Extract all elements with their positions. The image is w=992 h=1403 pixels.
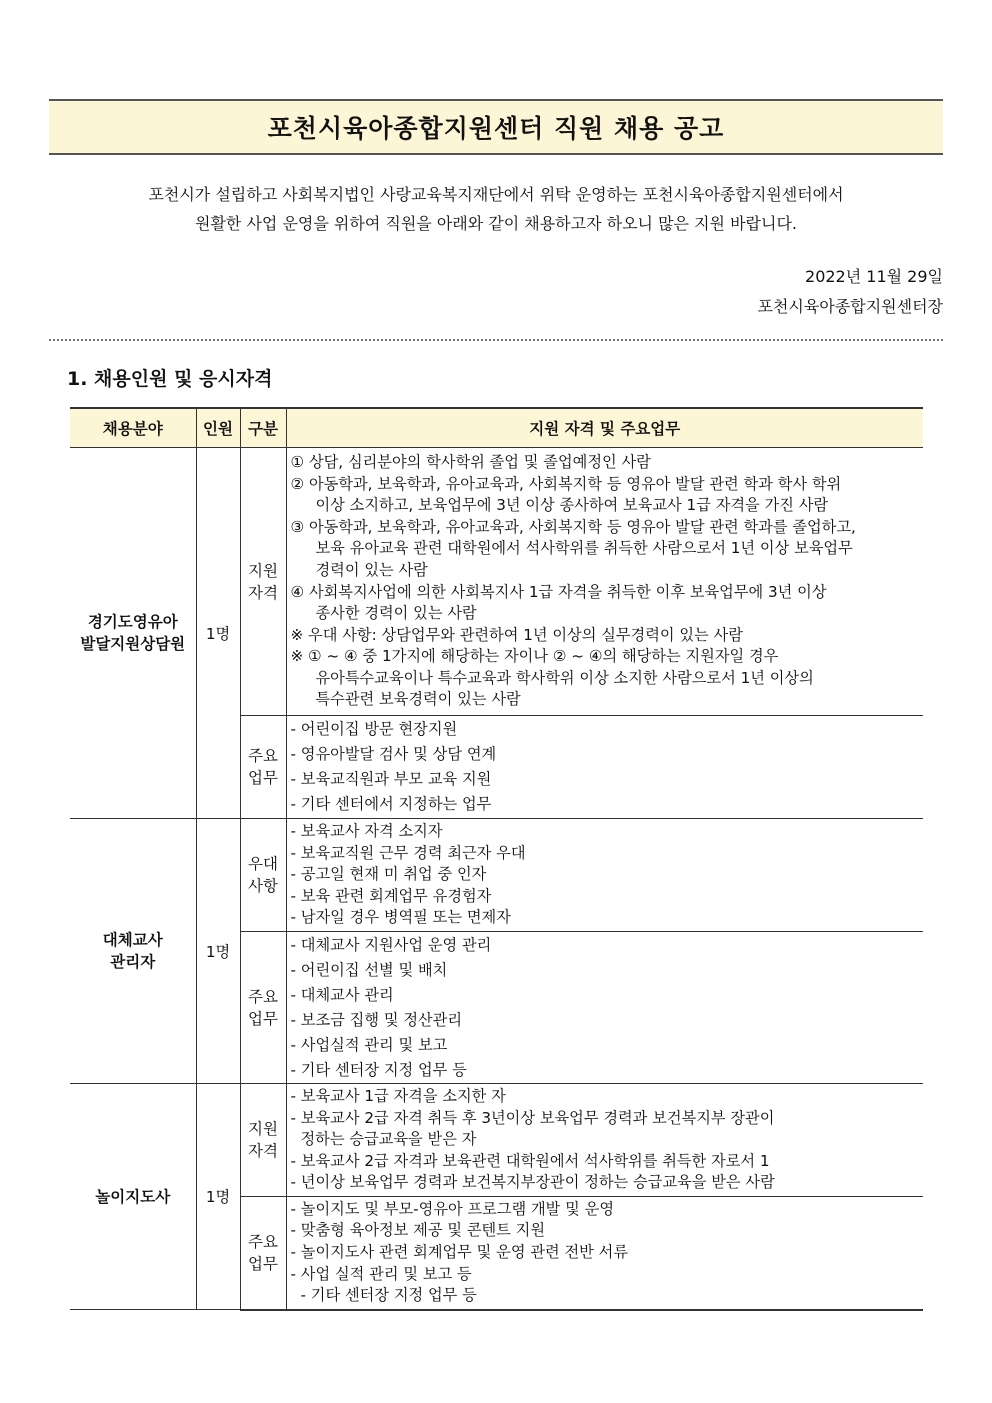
field-cell	[70, 1084, 196, 1310]
details-cell	[286, 448, 923, 716]
detail-line: - 영유아발달 검사 및 상담 연계	[290, 745, 497, 763]
detail-line: - 대체교사 지원사업 운영 관리	[290, 935, 492, 954]
count-cell: 1명	[196, 448, 240, 819]
detail-line: - 보조금 집행 및 정산관리	[290, 1010, 463, 1029]
detail-line: - 보육교직원 근무 경력 최근자 우대	[290, 843, 526, 862]
category-cell	[240, 716, 286, 819]
count-cell: 1명	[196, 819, 240, 1084]
category-cell	[240, 1197, 286, 1310]
detail-line: - 남자일 경우 병역필 또는 면제자	[290, 908, 511, 927]
detail-line: - 기타 센터장 지정 업무 등	[290, 1060, 467, 1079]
detail-line: ※ ① ~ ④ 중 1가지에 해당하는 자이나 ② ~ ④의 해당하는 지원자일 경우	[290, 647, 779, 666]
detail-line: 정하는 승급교육을 받은 자	[300, 1130, 477, 1149]
field-cell	[70, 819, 196, 1084]
detail-line: - 기타 센터에서 지정하는 업무	[290, 795, 492, 813]
count-cell: 1명	[196, 1084, 240, 1310]
detail-line: - 사업실적 관리 및 보고	[290, 1035, 448, 1054]
detail-line: ④ 사회복지사업에 의한 사회복지사 1급 자격을 취득한 이후 보육업무에 3년 이상	[290, 582, 827, 601]
field-name-line: 발달지원상담원	[80, 635, 186, 653]
recruitment-table	[70, 407, 923, 1311]
detail-line: 보육 유아교육 관련 대학원에서 석사학위를 취득한 사람으로서 1년 이상 보육업무	[315, 539, 853, 558]
detail-line: - 공고일 현재 미 취업 중 인자	[290, 865, 487, 884]
detail-line: ② 아동학과, 보육학과, 유아교육과, 사회복지학 등 영유아 발달 관련 학과 학사 학위	[290, 474, 842, 493]
category-cell	[240, 448, 286, 716]
details-cell	[286, 1197, 923, 1310]
intro-line: 포천시가 설립하고 사회복지법인 사랑교육복지재단에서 위탁 운영하는 포천시육아종합지원센터에서	[148, 185, 844, 204]
header-details: 지원 자격 및 주요업무	[286, 408, 923, 448]
table-row	[70, 1084, 923, 1197]
detail-line: - 기타 센터장 지정 업무 등	[300, 1286, 477, 1305]
detail-line: - 대체교사 관리	[290, 985, 394, 1004]
category-line: 우대	[248, 855, 278, 873]
category-line: 업무	[248, 1254, 278, 1273]
date-block	[758, 262, 943, 322]
details-cell	[286, 819, 923, 932]
announcement-date: 2022년 11월 29일	[805, 267, 943, 286]
detail-line: 특수관련 보육경력이 있는 사람	[315, 690, 521, 709]
category-line: 업무	[248, 769, 278, 787]
category-cell	[240, 819, 286, 932]
detail-line: - 보육교직원과 부모 교육 지원	[290, 770, 492, 788]
category-line: 지원	[248, 1120, 278, 1138]
category-line: 주요	[248, 747, 278, 765]
intro-paragraph	[49, 180, 943, 238]
detail-line: 이상 소지하고, 보육업무에 3년 이상 종사하여 보육교사 1급 자격을 가진 사람	[315, 496, 829, 515]
details-cell	[286, 932, 923, 1084]
detail-line: - 보육교사 2급 자격과 보육관련 대학원에서 석사학위를 취득한 자로서 1	[290, 1151, 770, 1170]
header-category: 구분	[240, 408, 286, 448]
field-name-line: 관리자	[110, 953, 156, 971]
field-name-line: 경기도영유아	[87, 613, 178, 631]
detail-line: - 보육 관련 회계업무 유경험자	[290, 886, 492, 905]
detail-line: - 어린이집 선별 및 배치	[290, 960, 448, 979]
details-cell	[286, 716, 923, 819]
category-line: 주요	[248, 987, 278, 1006]
detail-line: - 년이상 보육업무 경력과 보건복지부장관이 정하는 승급교육을 받은 사람	[290, 1173, 775, 1192]
details-cell	[286, 1084, 923, 1197]
detail-line: ① 상담, 심리분야의 학사학위 졸업 및 졸업예정인 사람	[290, 452, 651, 471]
detail-line: 경력이 있는 사람	[315, 560, 428, 579]
intro-line: 원활한 사업 운영을 위하여 직원을 아래와 같이 채용하고자 하오니 많은 지원 바랍니다.	[195, 214, 797, 233]
issuer: 포천시육아종합지원센터장	[757, 297, 943, 316]
header-field: 채용분야	[70, 408, 196, 448]
detail-line: ※ 우대 사항: 상담업무와 관련하여 1년 이상의 실무경력이 있는 사람	[290, 625, 743, 644]
category-line: 업무	[248, 1009, 278, 1028]
table-row	[70, 448, 923, 716]
detail-line: - 맞춤형 육아정보 제공 및 콘텐트 지원	[290, 1221, 546, 1240]
category-line: 자격	[248, 1142, 278, 1160]
section-title: 1. 채용인원 및 응시자격	[67, 368, 273, 390]
title-banner	[49, 99, 943, 155]
detail-line: - 놀이지도 및 부모-영유아 프로그램 개발 및 운영	[290, 1199, 615, 1218]
detail-line: - 보육교사 2급 자격 취득 후 3년이상 보육업무 경력과 보건복지부 장관이	[290, 1108, 775, 1127]
detail-line: ③ 아동학과, 보육학과, 유아교육과, 사회복지학 등 영유아 발달 관련 학과를 졸업하고,	[290, 517, 856, 536]
category-line: 사항	[248, 877, 278, 895]
detail-line: - 사업 실적 관리 및 보고 등	[290, 1264, 472, 1283]
table-row	[70, 819, 923, 932]
table-header-row	[70, 408, 923, 448]
dotted-divider	[49, 339, 943, 341]
field-name-line: 놀이지도사	[95, 1187, 171, 1206]
detail-line: - 보육교사 자격 소지자	[290, 822, 443, 841]
category-cell	[240, 932, 286, 1084]
category-line: 주요	[248, 1232, 278, 1251]
detail-line: - 놀이지도사 관련 회계업무 및 운영 관련 전반 서류	[290, 1242, 629, 1261]
detail-line: - 어린이집 방문 현장지원	[290, 720, 458, 738]
header-count: 인원	[196, 408, 240, 448]
page-title: 포천시육아종합지원센터 직원 채용 공고	[267, 114, 725, 143]
detail-line: 유아특수교육이나 특수교육과 학사학위 이상 소지한 사람으로서 1년 이상의	[315, 668, 814, 687]
detail-line: 종사한 경력이 있는 사람	[315, 604, 477, 623]
category-line: 자격	[248, 583, 278, 602]
field-cell	[70, 448, 196, 819]
category-line: 지원	[248, 561, 278, 580]
category-cell	[240, 1084, 286, 1197]
field-name-line: 대체교사	[102, 931, 163, 949]
detail-line: - 보육교사 1급 자격을 소지한 자	[290, 1087, 506, 1106]
